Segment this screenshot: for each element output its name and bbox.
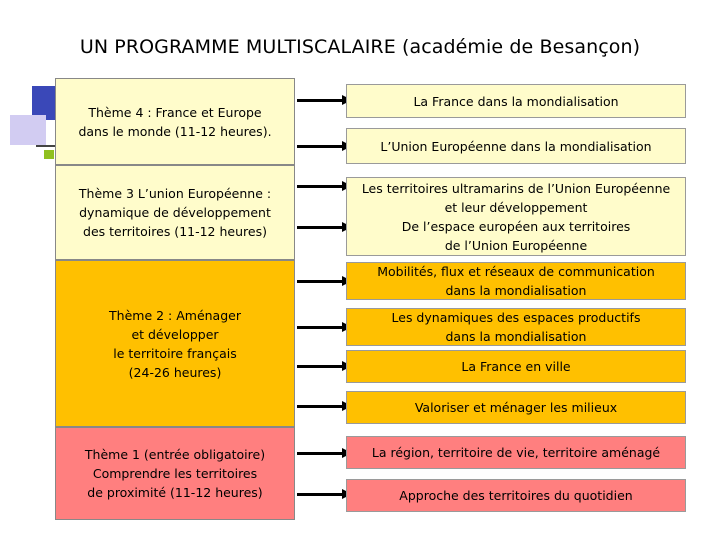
arrow-to-topic-4 (297, 226, 343, 229)
arrow-to-topic-9 (297, 452, 343, 455)
arrow-to-topic-2 (297, 145, 343, 148)
arrow-to-topic-5 (297, 280, 343, 283)
arrow-to-topic-6 (297, 326, 343, 329)
topic-territoires-quotidien: Approche des territoires du quotidien (346, 479, 686, 512)
topic-france-en-ville: La France en ville (346, 350, 686, 383)
decor-square-green (44, 150, 54, 159)
theme-3-box: Thème 3 L’union Européenne : dynamique de développement des territoires (11-12 heures) (55, 165, 295, 260)
arrow-to-topic-3 (297, 185, 343, 188)
topic-france-mondialisation: La France dans la mondialisation (346, 84, 686, 118)
theme-4-box: Thème 4 : France et Europe dans le monde (11-12 heures). (55, 78, 295, 165)
topic-territoires-ue: Les territoires ultramarins de l’Union Européenne et leur développement De l’espace européen aux territoires de l’Union Européenne (346, 177, 686, 256)
topic-valoriser-milieux: Valoriser et ménager les milieux (346, 391, 686, 424)
topic-region-territoire: La région, territoire de vie, territoire aménagé (346, 436, 686, 469)
topic-mobilites-flux: Mobilités, flux et réseaux de communication dans la mondialisation (346, 262, 686, 300)
page-title: UN PROGRAMME MULTISCALAIRE (académie de Besançon) (79, 36, 641, 58)
decor-square-lavender (10, 115, 46, 145)
topic-ue-mondialisation: L’Union Européenne dans la mondialisation (346, 128, 686, 164)
arrow-to-topic-7 (297, 365, 343, 368)
theme-1-box: Thème 1 (entrée obligatoire) Comprendre les territoires de proximité (11-12 heures) (55, 427, 295, 520)
topic-espaces-productifs: Les dynamiques des espaces productifs dans la mondialisation (346, 308, 686, 346)
arrow-to-topic-1 (297, 99, 343, 102)
arrow-to-topic-10 (297, 493, 343, 496)
theme-2-box: Thème 2 : Aménager et développer le territoire français (24-26 heures) (55, 260, 295, 427)
arrow-to-topic-8 (297, 405, 343, 408)
